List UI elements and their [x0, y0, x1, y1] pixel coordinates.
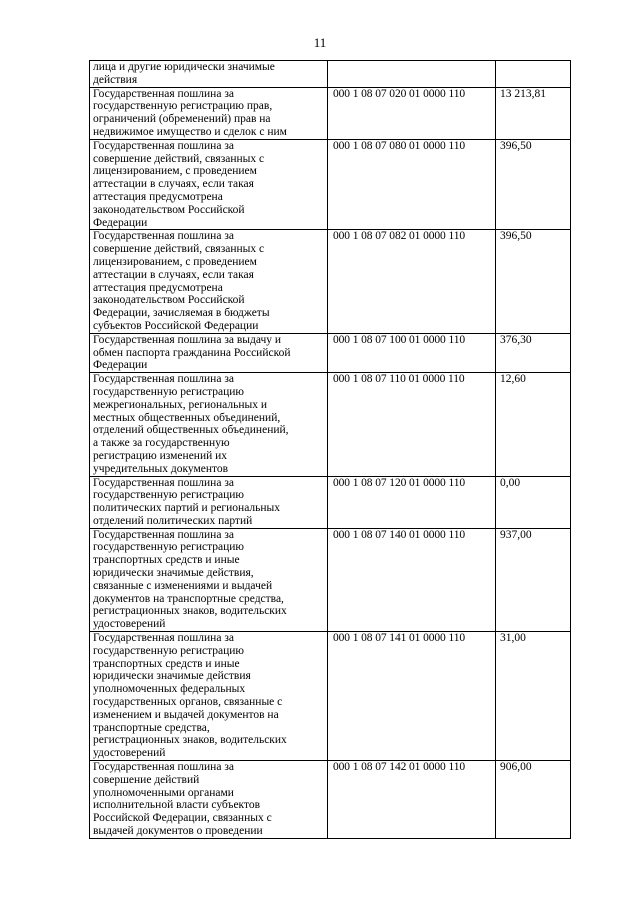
- row-description: Государственная пошлина за совершение действий, связанных с лицензированием, с проведением аттестации в случаях, если такая аттестация предусмотрена законодательством Российской Федерации, зачисляемая в бюджеты субъектов Российской Федерации: [90, 230, 328, 333]
- row-description: Государственная пошлина за государственную регистрацию транспортных средств и иные юридически значимые действия, связанные с изменениями и выдачей документов на транспортные средства, регистрационных знаков, водительских удостоверений: [90, 528, 328, 631]
- table-row: [90, 139, 571, 230]
- row-description: Государственная пошлина за совершение действий уполномоченными органами исполнительной власти субъектов Российской Федерации, связанных с выдачей документов о проведении: [90, 761, 328, 839]
- row-code: 000 1 08 07 141 01 0000 110: [328, 632, 496, 761]
- table-row: [90, 761, 571, 839]
- row-description: Государственная пошлина за совершение действий, связанных с лицензированием, с проведением аттестации в случаях, если такая аттестация предусмотрена законодательством Российской Федерации: [90, 139, 328, 230]
- row-description: лица и другие юридически значимые действия: [90, 61, 328, 88]
- row-code: 000 1 08 07 120 01 0000 110: [328, 476, 496, 528]
- page-number: 11: [313, 35, 327, 50]
- row-amount: 12,60: [496, 373, 571, 476]
- row-description: Государственная пошлина за выдачу и обмен паспорта гражданина Российской Федерации: [90, 333, 328, 372]
- row-code: 000 1 08 07 100 01 0000 110: [328, 333, 496, 372]
- table-row: [90, 476, 571, 528]
- row-description: Государственная пошлина за государственную регистрацию межрегиональных, региональных и местных общественных объединений, отделений общественных объединений, а также за государственную регистрацию изменений их учредительных документов: [90, 373, 328, 476]
- table-row: [90, 61, 571, 88]
- row-code: [328, 61, 496, 88]
- row-amount: 376,30: [496, 333, 571, 372]
- row-amount: 937,00: [496, 528, 571, 631]
- row-code: 000 1 08 07 082 01 0000 110: [328, 230, 496, 333]
- table-row: [90, 230, 571, 333]
- row-code: 000 1 08 07 020 01 0000 110: [328, 87, 496, 139]
- row-amount: [496, 61, 571, 88]
- row-amount: 396,50: [496, 139, 571, 230]
- row-amount: 0,00: [496, 476, 571, 528]
- row-amount: 396,50: [496, 230, 571, 333]
- row-description: Государственная пошлина за государственную регистрацию транспортных средств и иные юридически значимые действия уполномоченных федеральных государственных органов, связанные с изменением и выдачей документов на транспортные средства, регистрационных знаков, водительских удостоверений: [90, 632, 328, 761]
- row-description: Государственная пошлина за государственную регистрацию политических партий и региональных отделений политических партий: [90, 476, 328, 528]
- table-row: [90, 632, 571, 761]
- table-row: [90, 373, 571, 476]
- table-row: [90, 333, 571, 372]
- row-amount: 31,00: [496, 632, 571, 761]
- row-code: 000 1 08 07 080 01 0000 110: [328, 139, 496, 230]
- budget-table: [89, 60, 571, 839]
- row-amount: 906,00: [496, 761, 571, 839]
- row-code: 000 1 08 07 142 01 0000 110: [328, 761, 496, 839]
- row-code: 000 1 08 07 140 01 0000 110: [328, 528, 496, 631]
- table-row: [90, 528, 571, 631]
- row-code: 000 1 08 07 110 01 0000 110: [328, 373, 496, 476]
- row-amount: 13 213,81: [496, 87, 571, 139]
- table-row: [90, 87, 571, 139]
- row-description: Государственная пошлина за государственную регистрацию прав, ограничений (обременений) прав на недвижимое имущество и сделок с ним: [90, 87, 328, 139]
